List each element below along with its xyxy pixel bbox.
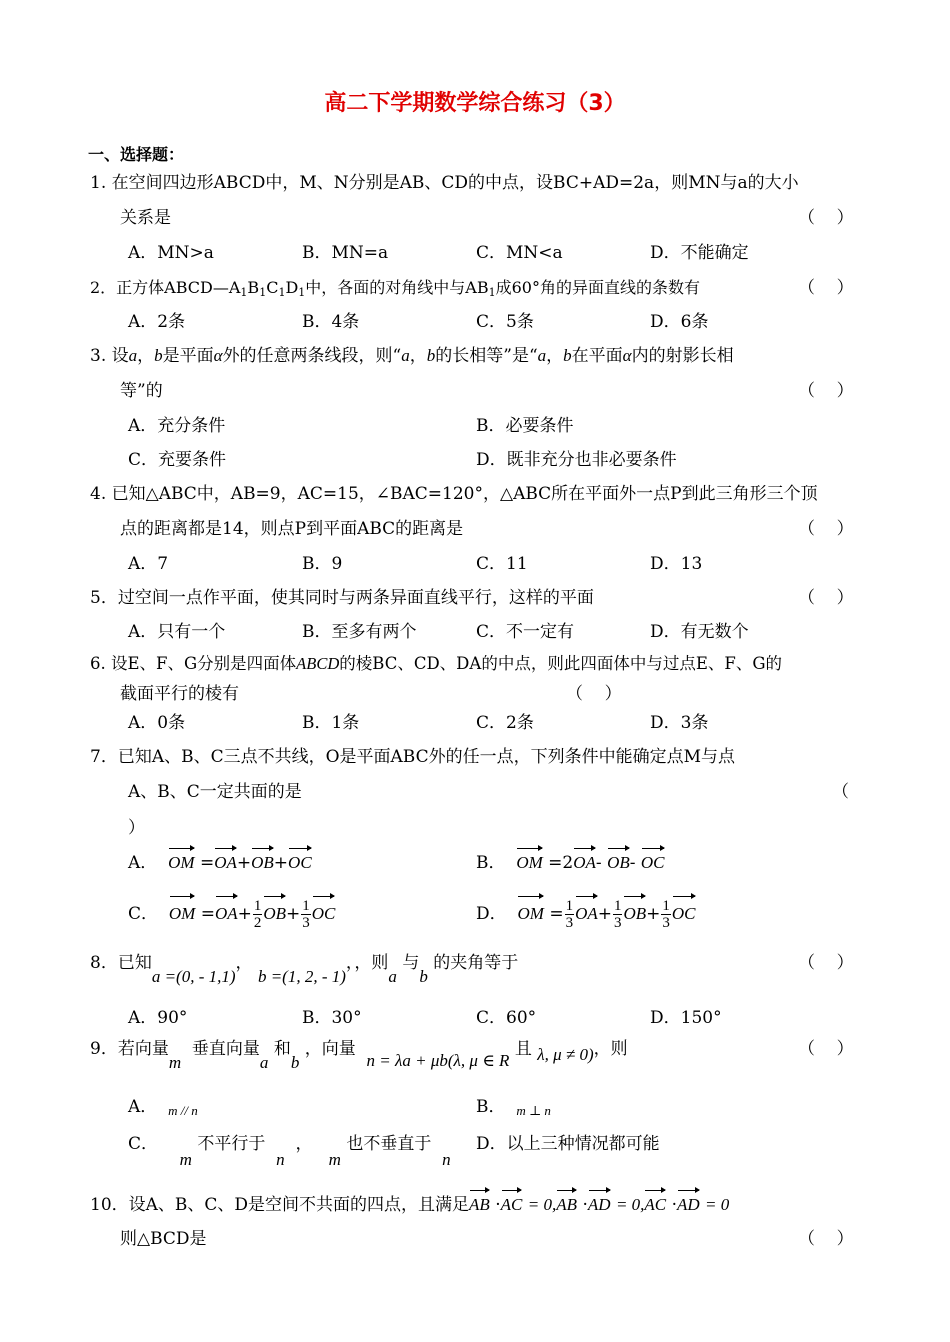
- q5-option-b: B．至多有两个: [302, 622, 417, 642]
- q4-option-c: C．11: [476, 554, 528, 574]
- q1-line2: 关系是: [120, 208, 171, 228]
- q6-answer-blank: （ ）: [566, 684, 622, 704]
- q9-option-c: C． m 不平行于 n ， m 也不垂直于 n: [128, 1134, 451, 1169]
- q4-option-a: A．7: [128, 554, 169, 574]
- q7-answer-blank-close: ）: [128, 818, 145, 838]
- q2-answer-blank: （ ）: [798, 278, 854, 298]
- q7-line2: A、B、C一定共面的是: [128, 782, 302, 802]
- q3-option-a: A．充分条件: [128, 416, 226, 436]
- q2-option-c: C．5条: [476, 312, 534, 332]
- q9-option-a: A． m // n: [128, 1097, 198, 1118]
- q7-line1: 7．已知A、B、C三点不共线，O是平面ABC外的任一点，下列条件中能确定点M与点: [90, 747, 736, 767]
- q3-line1: 3. 设a，b是平面α外的任意两条线段，则“a，b的长相等”是“a，b在平面α内的射影长相: [90, 346, 734, 366]
- q5-option-d: D．有无数个: [650, 622, 749, 642]
- q6-option-d: D．3条: [650, 713, 709, 733]
- q8-option-b: B．30°: [302, 1008, 362, 1028]
- q3-option-d: D．既非充分也非必要条件: [476, 450, 677, 470]
- q4-option-b: B．9: [302, 554, 343, 574]
- q8-answer-blank: （ ）: [798, 953, 854, 973]
- q7-answer-blank-open: （: [832, 782, 849, 802]
- q4-line1: 4. 已知△ABC中，AB=9，AC=15，∠BAC=120°，△ABC所在平面外一点P到此三角形三个顶: [90, 484, 818, 504]
- q7-option-d: D． OM = $\frac{1}{3}$ OA+ $\frac{1}{3}$ OB+ $\frac{1}{3}$ OC: [476, 898, 696, 931]
- q9-option-b: B． m ⊥ n: [476, 1097, 551, 1118]
- q5-line1: 5．过空间一点作平面，使其同时与两条异面直线平行，这样的平面: [90, 588, 594, 608]
- q8-line1: 8．已知a =(0, - 1,1)， b =(1, 2, - 1)，，则a 与b 的夹角等于: [90, 953, 519, 986]
- q4-answer-blank: （ ）: [798, 519, 854, 539]
- q3-option-b: B．必要条件: [476, 416, 574, 436]
- q6-option-c: C．2条: [476, 713, 534, 733]
- q3-answer-blank: （ ）: [798, 381, 854, 401]
- q3-option-c: C．充要条件: [128, 450, 227, 470]
- q5-option-a: A．只有一个: [128, 622, 226, 642]
- q4-option-d: D．13: [650, 554, 703, 574]
- q9-line1: 9．若向量m 垂直向量a 和b ，向量 n = λa + μb(λ, μ ∈ R 且 λ, μ ≠ 0)，则: [90, 1039, 628, 1072]
- q2-option-d: D．6条: [650, 312, 709, 332]
- q1-answer-blank: （ ）: [798, 208, 854, 228]
- q10-answer-blank: （ ）: [798, 1229, 854, 1249]
- q2-line1: 2．正方体$ABCD—A_1B_1C_1D_1$中，各面的对角线中与$AB_1$成60°角的异面直线的条数有: [90, 278, 700, 299]
- q9-option-d: D．以上三种情况都可能: [476, 1134, 660, 1154]
- q6-option-a: A．0条: [128, 713, 186, 733]
- q1-option-b: B．MN=a: [302, 243, 389, 263]
- q8-option-d: D．150°: [650, 1008, 722, 1028]
- q7-option-c: C． OM =OA+ $\frac{1}{2}$ OB+ $\frac{1}{3}$ OC: [128, 898, 336, 931]
- q10-line2: 则△BCD是: [120, 1229, 207, 1249]
- q10-line1: 10．设A、B、C、D是空间不共面的四点，且满足AB ·AC = 0,AB ·AD = 0,AC ·AD = 0: [90, 1195, 730, 1215]
- q8-option-a: A．90°: [128, 1008, 188, 1028]
- q2-option-a: A．2条: [128, 312, 186, 332]
- q7-option-a: A． OM =OA+OB+OC: [128, 853, 312, 873]
- page-title: 高二下学期数学综合练习（3）: [324, 91, 626, 116]
- q2-option-b: B．4条: [302, 312, 360, 332]
- q6-option-b: B．1条: [302, 713, 360, 733]
- q9-answer-blank: （ ）: [798, 1039, 854, 1059]
- q6-line1: 6. 设E、F、G分别是四面体ABCD的棱BC、CD、DA的中点，则此四面体中与过点E、F、G的: [90, 654, 782, 673]
- q4-line2: 点的距离都是14，则点P到平面ABC的距离是: [120, 519, 464, 539]
- q5-answer-blank: （ ）: [798, 588, 854, 608]
- q5-option-c: C．不一定有: [476, 622, 575, 642]
- q7-option-b: B． OM =2OA- OB- OC: [476, 853, 665, 873]
- section-heading: 一、选择题：: [88, 145, 185, 164]
- q1-option-c: C．MN<a: [476, 243, 563, 263]
- q1-option-d: D．不能确定: [650, 243, 749, 263]
- q6-line2: 截面平行的棱有: [120, 684, 239, 704]
- q1-option-a: A．MN>a: [128, 243, 214, 263]
- q8-option-c: C．60°: [476, 1008, 537, 1028]
- q3-line2: 等”的: [120, 381, 163, 401]
- q1-line1: 1. 在空间四边形ABCD中，M、N分别是AB、CD的中点，设BC+AD=2a，则MN与a的大小: [90, 173, 799, 193]
